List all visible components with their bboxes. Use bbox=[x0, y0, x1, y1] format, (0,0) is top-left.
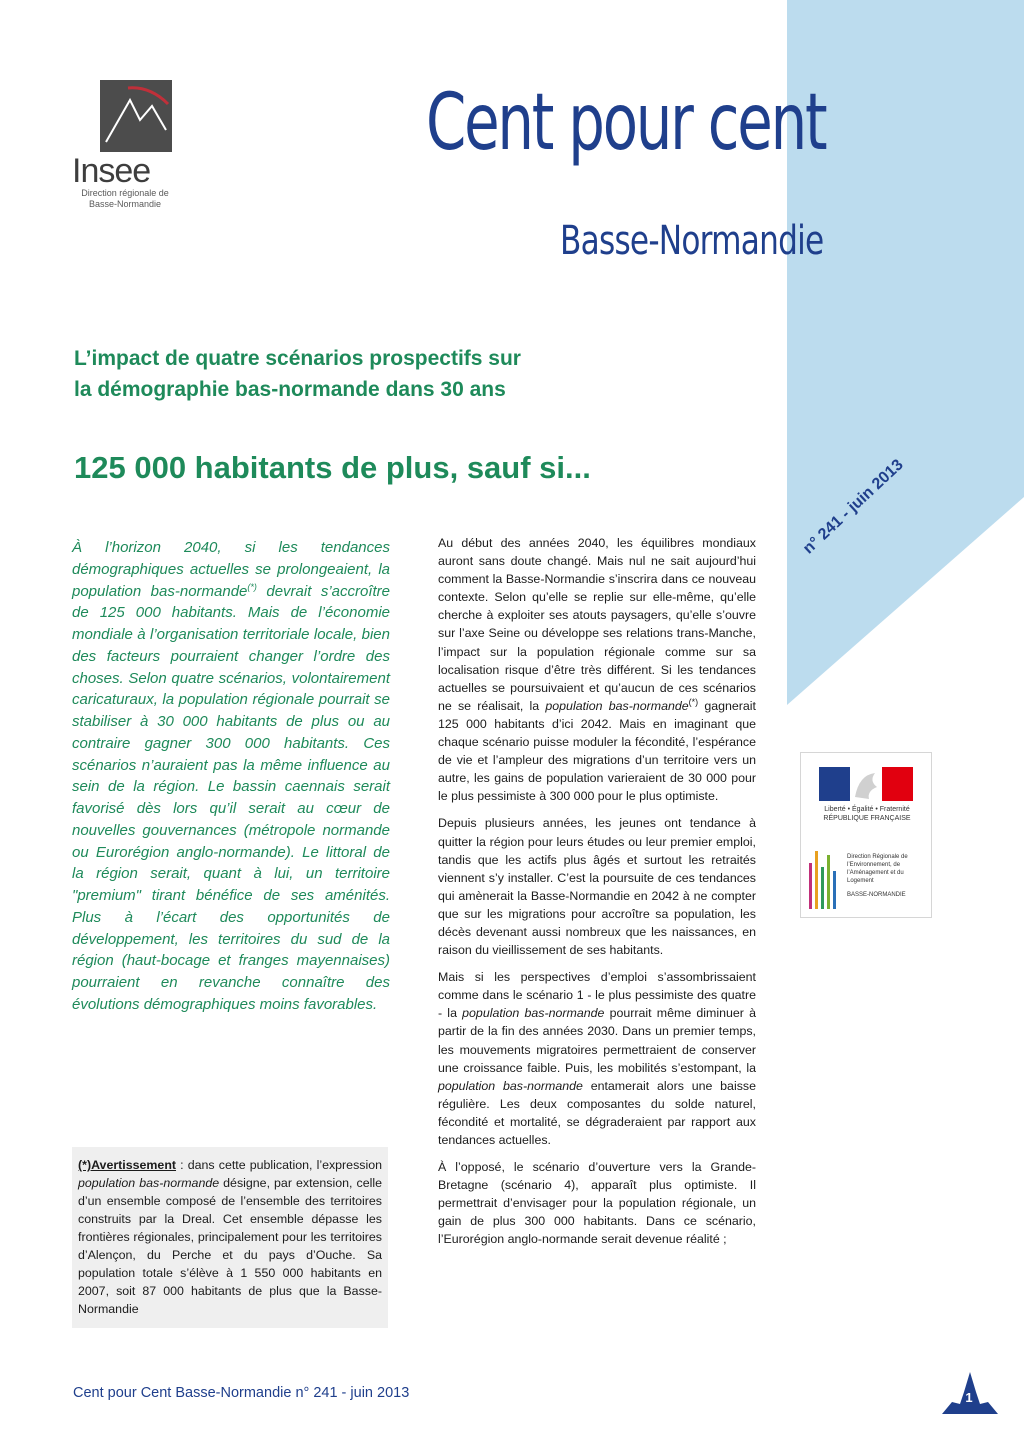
body-paragraph-1 bbox=[438, 534, 756, 805]
body-p3-term-1: population bas-normande bbox=[462, 1006, 605, 1021]
dreal-bars-icon bbox=[807, 845, 841, 911]
body-p3-term-2: population bas-normande bbox=[438, 1078, 583, 1093]
intro-text-start: À l’horizon 2040, si les tendances démographiques actuelles se prolongeaient, la population bas-normande bbox=[72, 539, 390, 600]
article-headline: 125 000 habitants de plus, sauf si... bbox=[74, 450, 591, 485]
body-p1-end: gagnerait 125 000 habitants d’ici 2042. Mais en imaginant que chaque scénario puisse moduler la fécondité, l’espérance de vie et l’ampleur des migrations d’un territoire vers un autre, les gains de population varieraient de 30 000 pour le plus pessimiste à 300 000 pour le plus optimiste. bbox=[438, 698, 756, 804]
republic-motto-line2: RÉPUBLIQUE FRANÇAISE bbox=[823, 815, 911, 822]
republic-motto bbox=[811, 805, 923, 823]
insee-logo-subtitle: Direction régionale de bbox=[81, 188, 169, 198]
article-subtitle-line1: L’impact de quatre scénarios prospectifs sur bbox=[74, 347, 521, 370]
page-number: 1 bbox=[965, 1390, 973, 1405]
republic-motto-line1: Liberté • Égalité • Fraternité bbox=[824, 806, 910, 813]
body-p1-term: population bas-normande bbox=[545, 698, 689, 713]
warning-note-term: population bas-normande bbox=[78, 1176, 220, 1190]
dreal-region: BASSE-NORMANDIE bbox=[847, 892, 906, 898]
article-subtitle-line2: la démographie bas-normande dans 30 ans bbox=[74, 378, 506, 401]
dreal-text bbox=[847, 853, 929, 899]
republique-dreal-logo bbox=[800, 752, 932, 918]
body-paragraph-4: À l’opposé, le scénario d’ouverture vers la Grande-Bretagne (scénario 4), apparaît plus optimiste. Il permettrait d’envisager pour la population régionale, un gain de plus 300 000 habitants. Dans ce scénario, l’Eurorégion anglo-normande serait devenue réalité ; bbox=[438, 1160, 756, 1247]
dreal-name: Direction Régionale de l’Environnement, de l’Aménagement et du Logement bbox=[847, 854, 908, 884]
body-p3-middle: pourrait même diminuer à partir de la fin des années 2030. Dans un premier temps, les mouvements migratoires permettraient de conserver une croissance faible. Puis, les mobilités s’estompant, la bbox=[438, 1006, 757, 1075]
article-subtitle bbox=[74, 343, 634, 405]
body-column bbox=[438, 534, 756, 1258]
intro-text-end: devrait s’accroître de 125 000 habitants. Mais de l’économie mondiale à l’organisation territoriale locale, bien des facteurs pourraient changer l’ordre des choses. Selon quatre scénarios, volontairement caricaturaux, la population régionale pourrait se stabiliser à 30 000 habitants de plus ou au contraire gagner 300 000 habitants. Ces scénarios n’auraient pas la même influence au sein de la région. Le bassin caennais serait favorisé dès lors qu’il serait au cœur de nouvelles gouvernances (métropole normande ou Eurorégion anglo-normande). Le littoral de la région serait, quant à lui, un territoire "premium" tirant bénéfice de ses aménités. Plus à l’écart des opportunités de développement, les territoires du sud de la région (haut-bocage et franges mayennaises) pourraient en revanche connaître des évolutions démographiques moins favorables. bbox=[72, 582, 390, 1013]
insee-logo-name: Insee bbox=[72, 152, 151, 190]
warning-note-text-start: : dans cette publication, l’expression bbox=[176, 1158, 382, 1172]
page-footer: Cent pour Cent Basse-Normandie n° 241 - juin 2013 bbox=[73, 1385, 410, 1401]
body-p3-end: entamerait alors une baisse régulière. Les deux composantes du solde naturel, fécondité et mortalité, se dégraderaient par rapport aux tendances actuelles. bbox=[438, 1078, 756, 1147]
insee-logo-region: Basse-Normandie bbox=[88, 199, 162, 209]
intro-paragraph bbox=[72, 537, 390, 1016]
publication-title: Cent pour cent bbox=[426, 78, 826, 168]
body-p3-start: Mais si les perspectives d’emploi s’assombrissaient comme dans le scénario 1 - le plus pessimiste des quatre - la bbox=[438, 970, 756, 1021]
publication-region: Basse-Normandie bbox=[560, 218, 824, 264]
marianne-flag-icon bbox=[819, 767, 913, 801]
issue-number-diagonal: n° 241 - juin 2013 bbox=[800, 456, 907, 558]
body-p1-start: Au début des années 2040, les équilibres mondiaux auront sans doute changé. Mais nul ne sait aujourd’hui comment la Basse-Normandie s’inscrira dans ce nouveau contexte. Selon qu’elle se replie sur elle-même, qu’elle cherche à exploiter ses atouts paysagers, qu’elle s’ouvre sur l’axe Seine ou développe ses relations trans-Manche, l’impact sur la population régionale comme sur sa localisation risque d’être très différent. Si les tendances actuelles se poursuivaient et qu’aucun de ces scénarios ne se réalisait, la bbox=[438, 536, 756, 713]
warning-note-text-end: désigne, par extension, celle d’un ensemble composé de l’ensemble des territoires construits par la Dreal. Cet ensemble dépasse les frontières régionales, principalement pour les territoires d’Alençon, du Perche et du pays d’Ouche. Sa population totale s’élève à 1 550 000 habitants en 2007, soit 87 000 habitants de plus que la Basse-Normandie bbox=[78, 1176, 382, 1316]
warning-note-box bbox=[72, 1147, 388, 1328]
body-paragraph-3 bbox=[438, 968, 756, 1149]
insee-logo-mark bbox=[100, 80, 172, 152]
warning-note-label: (*)Avertissement bbox=[78, 1158, 177, 1172]
body-paragraph-2: Depuis plusieurs années, les jeunes ont tendance à quitter la région pour leurs études ou leur premier emploi, tandis que les actifs plus âgés et surtout les retraités viennent s’y installer. C’est la poursuite de ces tendances qui amènerait la Basse-Normandie en 2042 à ne compter que sur les migrations pour accroître sa population, les décès devenant aussi nombreux que les naissances, en raison du vieillissement de ses habitants. bbox=[438, 816, 756, 958]
footnote-marker: (*) bbox=[247, 581, 257, 592]
insee-logo bbox=[72, 80, 182, 210]
body-p1-footnote-marker: (*) bbox=[688, 696, 699, 707]
